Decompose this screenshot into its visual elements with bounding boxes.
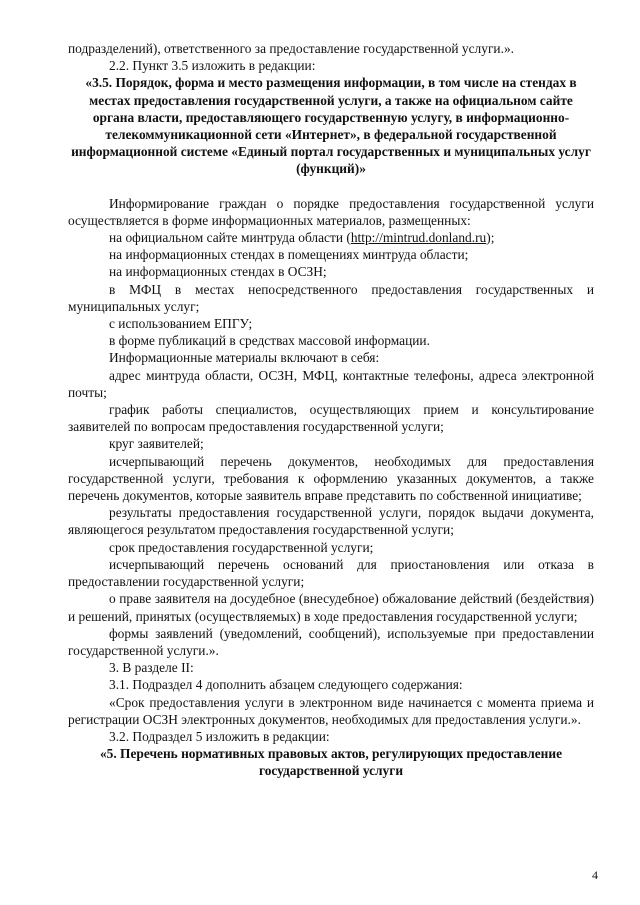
paragraph: подразделений), ответственного за предоставление государственной услуги.». [68, 41, 514, 56]
paragraph: в МФЦ в местах непосредственного предоставления государственных и муниципальных услуг; [68, 281, 594, 314]
paragraph: результаты предоставления государственной услуги, порядок выдачи документа, являющегося результатом предоставления государственной услуги; [68, 505, 594, 538]
paragraph-text: ); [486, 230, 495, 246]
paragraph: о праве заявителя на досудебное (внесудебное) обжалование действий (бездействия) и решений, принятых (осуществляемых) в ходе предоставления государственной услуги; [68, 591, 594, 624]
section-heading: «5. Перечень нормативных правовых актов, регулирующих предоставление государственной услуги [99, 746, 563, 779]
paragraph: исчерпывающий перечень оснований для приостановления или отказа в предоставлении государственной услуги; [68, 556, 594, 590]
paragraph: Информационные материалы включают в себя: [109, 350, 380, 366]
section-heading: «3.5. Порядок, форма и место размещения информации, в том числе на стендах в местах предоставления государственной услуги, а также на официальном сайте органа власти, предоставляющего государственную услугу, в информационно-телекоммуникационной сети «Интернет», в федеральной государственной информационной системе «Единый портал государственных и муниципальных услуг (функций)» [71, 75, 591, 177]
paragraph: на информационных стендах в помещениях минтруда области; [109, 247, 469, 263]
paragraph: 3.2. Подраздел 5 изложить в редакции: [109, 728, 330, 744]
document-body [68, 40, 594, 780]
paragraph: 2.2. Пункт 3.5 изложить в редакции: [109, 58, 316, 74]
paragraph: адрес минтруда области, ОСЗН, МФЦ, контактные телефоны, адреса электронной почты; [68, 367, 594, 400]
paragraph: на информационных стендах в ОСЗН; [109, 264, 327, 280]
paragraph: «Срок предоставления услуги в электронном виде начинается с момента приема и регистрации ОСЗН электронных документов, необходимых для предоставления услуги.». [68, 694, 594, 727]
paragraph: исчерпывающий перечень документов, необходимых для предоставления государственной услуги, требования к оформлению указанных документов, а также перечень документов, которые заявитель вправе представить по собственной инициативе; [68, 453, 594, 504]
paragraph: с использованием ЕПГУ; [109, 316, 253, 332]
paragraph: 3. В разделе II: [109, 660, 194, 676]
paragraph: 3.1. Подраздел 4 дополнить абзацем следующего содержания: [109, 677, 463, 693]
paragraph: Информирование граждан о порядке предоставления государственной услуги осуществляется в форме информационных материалов, размещенных: [68, 195, 594, 228]
paragraph-with-link [68, 229, 594, 246]
paragraph: формы заявлений (уведомлений, сообщений), используемые при предоставлении государственной услуги.». [68, 625, 594, 658]
paragraph: срок предоставления государственной услуги; [109, 539, 374, 555]
paragraph-text: на официальном сайте минтруда области ( [109, 230, 351, 246]
paragraph: в форме публикаций в средствах массовой информации. [109, 333, 430, 349]
paragraph-spacer [68, 178, 594, 195]
website-link[interactable]: http://mintrud.donland.ru [350, 230, 487, 246]
page-number: 4 [592, 868, 598, 882]
paragraph: график работы специалистов, осуществляющих прием и консультирование заявителей по вопросам предоставления государственной услуги; [68, 402, 594, 435]
paragraph: круг заявителей; [109, 436, 204, 452]
